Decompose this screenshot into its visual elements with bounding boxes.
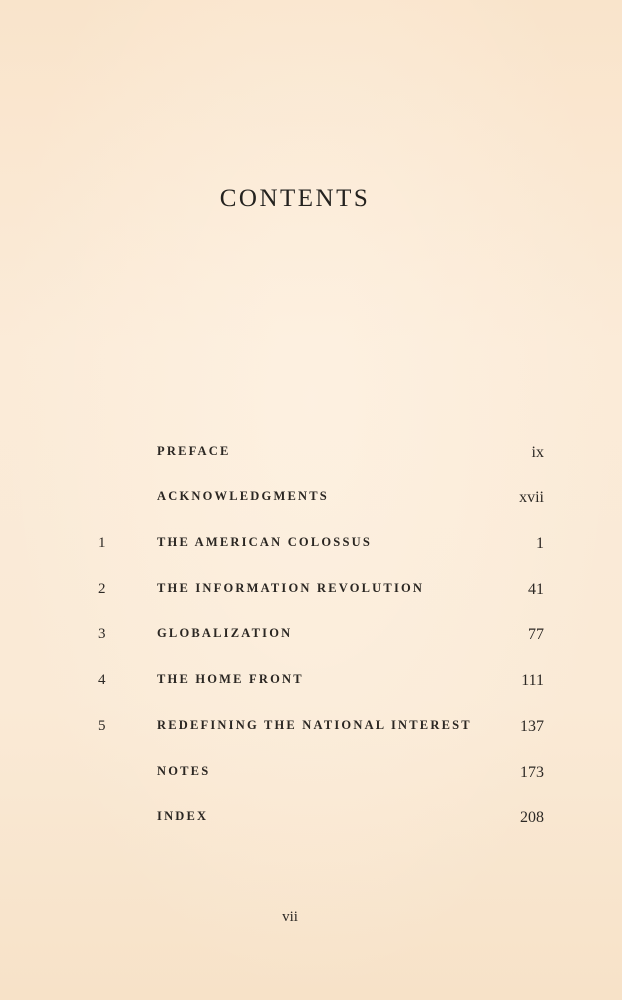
- toc-entry-chapter-4: [0, 672, 622, 696]
- entry-label: REDEFINING THE NATIONAL INTEREST: [157, 718, 472, 732]
- entry-page-number: 77: [528, 626, 544, 643]
- chapter-number: 2: [98, 581, 106, 597]
- entry-label: PREFACE: [157, 444, 231, 458]
- toc-entry-chapter-1: [0, 535, 622, 559]
- entry-label: THE AMERICAN COLOSSUS: [157, 535, 372, 549]
- entry-page-number: 1: [536, 535, 544, 552]
- entry-label: THE INFORMATION REVOLUTION: [157, 581, 425, 595]
- toc-entry-notes: [0, 764, 622, 788]
- toc-entry-chapter-3: [0, 626, 622, 650]
- toc-entry-acknowledgments: [0, 489, 622, 513]
- entry-page-number: 208: [520, 809, 544, 826]
- entry-page-number: 137: [520, 718, 544, 735]
- folio-page-number: vii: [282, 909, 298, 925]
- entry-label: NOTES: [157, 764, 211, 778]
- page-title: CONTENTS: [219, 184, 371, 212]
- entry-label: THE HOME FRONT: [157, 672, 304, 686]
- chapter-number: 4: [98, 672, 106, 688]
- entry-label: ACKNOWLEDGMENTS: [157, 489, 329, 503]
- entry-label: INDEX: [157, 809, 209, 823]
- entry-page-number: 111: [521, 672, 544, 689]
- toc-entry-index: [0, 809, 622, 833]
- toc-entry-chapter-2: [0, 581, 622, 605]
- entry-page-number: 41: [528, 581, 544, 598]
- entry-page-number: ix: [531, 444, 544, 461]
- entry-page-number: xvii: [519, 489, 544, 506]
- chapter-number: 1: [98, 535, 106, 551]
- chapter-number: 5: [98, 718, 106, 734]
- toc-entry-chapter-5: [0, 718, 622, 742]
- entry-page-number: 173: [520, 764, 544, 781]
- entry-label: GLOBALIZATION: [157, 626, 293, 640]
- toc-entry-preface: [0, 444, 622, 468]
- chapter-number: 3: [98, 626, 106, 642]
